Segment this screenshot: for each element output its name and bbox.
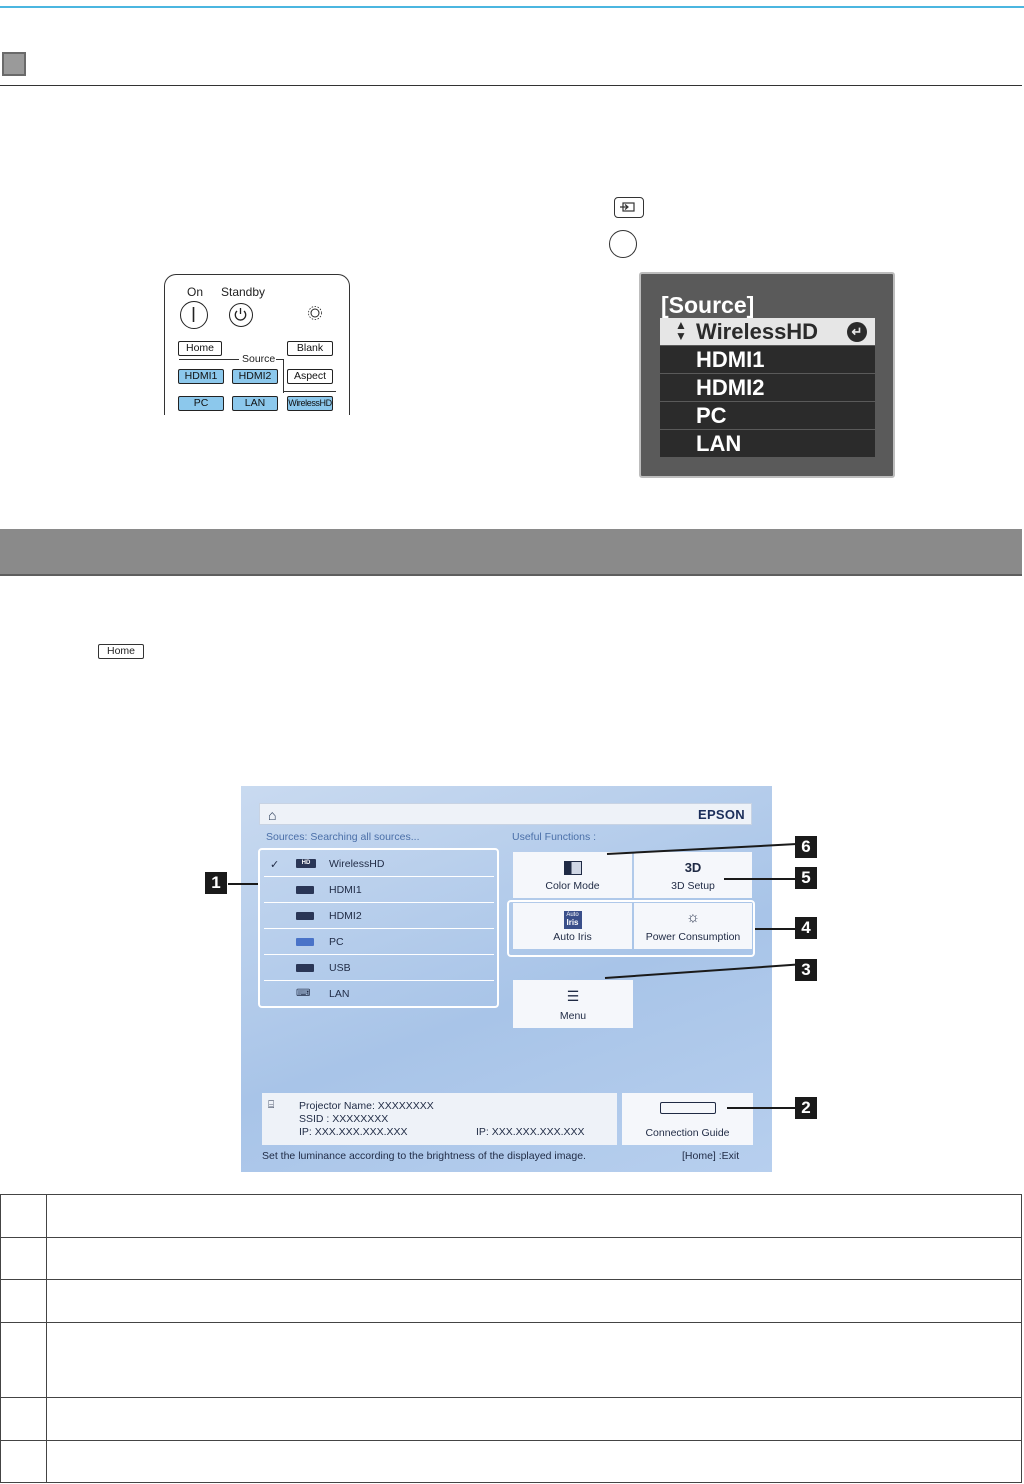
source-menu-item[interactable] xyxy=(660,318,875,346)
source-menu-item-label: HDMI2 xyxy=(696,375,765,400)
hdmi-icon xyxy=(296,886,314,894)
remote-aspect-button: Aspect xyxy=(287,369,333,384)
callout-2: 2 xyxy=(795,1097,817,1119)
callout-6: 6 xyxy=(795,836,817,858)
home-screen-header xyxy=(259,803,752,825)
remote-light-icon xyxy=(307,305,323,326)
source-menu-item[interactable] xyxy=(660,346,875,374)
source-item-label: LAN xyxy=(329,988,350,1000)
source-search-button-icon xyxy=(614,197,644,218)
power-consumption-label: Power Consumption xyxy=(645,931,741,943)
remote-pc-button: PC xyxy=(178,396,224,411)
connection-guide-label: Connection Guide xyxy=(645,1127,730,1139)
home-screen-illustration xyxy=(241,786,772,1172)
source-menu-item[interactable] xyxy=(660,374,875,402)
home-key-icon: Home xyxy=(98,644,144,659)
auto-iris-icon-top: Auto xyxy=(566,912,579,918)
source-item[interactable] xyxy=(264,930,494,955)
projector-name: Projector Name: XXXXXXXX xyxy=(299,1100,434,1112)
source-menu-list xyxy=(660,318,875,458)
table-row xyxy=(1,1398,1022,1441)
callout-2-line xyxy=(727,1107,795,1109)
remote-hdmi2-button: HDMI2 xyxy=(232,369,278,384)
home-icon: ⌂ xyxy=(268,807,277,823)
source-menu-item[interactable] xyxy=(660,402,875,430)
exit-hint: [Home] :Exit xyxy=(682,1150,740,1162)
source-item-label: PC xyxy=(329,936,344,948)
remote-wirelesshd-button: WirelessHD xyxy=(287,396,333,411)
color-mode-tile[interactable] xyxy=(513,852,632,898)
callout-1-line xyxy=(228,883,258,885)
3d-icon: 3D xyxy=(684,860,702,875)
source-menu-item[interactable] xyxy=(660,430,875,458)
remote-on-label: On xyxy=(187,285,204,299)
source-item[interactable] xyxy=(264,878,494,903)
brand-logo: EPSON xyxy=(697,807,745,822)
section-divider xyxy=(0,85,1022,86)
callout-5-line xyxy=(724,878,795,880)
projector-info-panel xyxy=(262,1093,617,1145)
pc-icon xyxy=(296,938,314,946)
remote-source-label: Source xyxy=(242,353,276,365)
wirelesshd-icon: HD xyxy=(296,859,316,868)
source-item-label: WirelessHD xyxy=(329,858,385,870)
enter-icon: ↵ xyxy=(847,322,867,342)
usb-icon xyxy=(296,964,314,972)
color-mode-label: Color Mode xyxy=(545,880,600,892)
wired-ip: IP: XXX.XXX.XXX.XXX xyxy=(476,1126,585,1138)
source-item-label: HDMI2 xyxy=(329,910,362,922)
table-cell xyxy=(1,1441,47,1483)
auto-iris-icon xyxy=(564,911,582,929)
table-cell xyxy=(47,1323,1022,1398)
source-item-label: HDMI1 xyxy=(329,884,362,896)
auto-iris-tile[interactable] xyxy=(513,903,632,949)
menu-label: Menu xyxy=(559,1010,587,1022)
source-menu-item-label: PC xyxy=(696,403,727,428)
table-cell xyxy=(1,1195,47,1238)
3d-setup-label: 3D Setup xyxy=(671,880,715,892)
source-item[interactable] xyxy=(264,956,494,981)
power-consumption-tile[interactable] xyxy=(634,903,752,949)
lan-icon: ⌨ xyxy=(296,988,311,999)
up-down-arrows-icon: ▲ ▼ xyxy=(675,318,687,343)
menu-tile[interactable] xyxy=(513,980,633,1028)
table-row xyxy=(1,1195,1022,1238)
callout-1: 1 xyxy=(205,872,227,894)
remote-blank-button: Blank xyxy=(287,341,333,356)
source-item-label: USB xyxy=(329,962,351,974)
3d-setup-tile[interactable] xyxy=(634,852,752,898)
source-item[interactable] xyxy=(264,904,494,929)
source-menu-item-label: LAN xyxy=(696,431,742,456)
table-cell xyxy=(1,1323,47,1398)
useful-functions-label: Useful Functions : xyxy=(512,831,597,843)
connection-guide-icon xyxy=(660,1102,716,1114)
table-cell xyxy=(47,1280,1022,1323)
ssid: SSID : XXXXXXXX xyxy=(299,1113,389,1125)
table-cell xyxy=(47,1195,1022,1238)
table-cell xyxy=(47,1441,1022,1483)
table-cell xyxy=(1,1280,47,1323)
remote-hdmi1-button: HDMI1 xyxy=(178,369,224,384)
table-row xyxy=(1,1323,1022,1398)
menu-list-icon: ☰ xyxy=(566,988,580,1004)
auto-iris-icon-bottom: Iris xyxy=(566,918,579,927)
callout-3: 3 xyxy=(795,959,817,981)
remote-standby-label: Standby xyxy=(221,285,266,299)
callout-4: 4 xyxy=(795,917,817,939)
remote-on-button xyxy=(180,301,208,329)
remote-control-illustration xyxy=(164,274,350,415)
callout-4-line xyxy=(755,928,795,930)
section-heading-band xyxy=(0,529,1022,576)
top-accent-rule xyxy=(0,0,1024,8)
section-marker-icon xyxy=(2,52,26,76)
source-menu-screen xyxy=(639,272,895,478)
network-icon: ⌸ xyxy=(268,1099,275,1111)
remote-lan-button: LAN xyxy=(232,396,278,411)
table-cell xyxy=(1,1238,47,1280)
table-cell xyxy=(47,1398,1022,1441)
hdmi-icon xyxy=(296,912,314,920)
sources-list xyxy=(258,848,499,1008)
callout-5: 5 xyxy=(795,867,817,889)
source-menu-title: [Source] xyxy=(661,292,755,318)
remote-source-bracket xyxy=(179,359,239,360)
connection-guide-tile[interactable] xyxy=(622,1093,753,1145)
remote-divider xyxy=(284,391,336,392)
wireless-ip: IP: XXX.XXX.XXX.XXX xyxy=(299,1126,408,1138)
table-cell xyxy=(47,1238,1022,1280)
table-row xyxy=(1,1441,1022,1483)
lamp-icon: ☼ xyxy=(686,909,700,926)
source-menu-item-label: HDMI1 xyxy=(696,347,765,372)
check-icon: ✓ xyxy=(270,859,280,871)
table-row xyxy=(1,1238,1022,1280)
sources-label: Sources: Searching all sources... xyxy=(266,831,420,843)
table-cell xyxy=(1,1398,47,1441)
remote-standby-button xyxy=(229,303,253,327)
source-item[interactable] xyxy=(264,852,494,877)
source-item[interactable] xyxy=(264,982,494,1007)
description-table xyxy=(0,1194,1022,1483)
auto-iris-label: Auto Iris xyxy=(553,931,592,943)
color-mode-icon xyxy=(564,861,582,875)
source-menu-item-label: WirelessHD xyxy=(696,319,819,344)
circle-marker-icon xyxy=(609,230,637,258)
table-row xyxy=(1,1280,1022,1323)
status-message: Set the luminance according to the brightness of the displayed image. xyxy=(262,1150,586,1162)
remote-home-button: Home xyxy=(178,341,222,356)
